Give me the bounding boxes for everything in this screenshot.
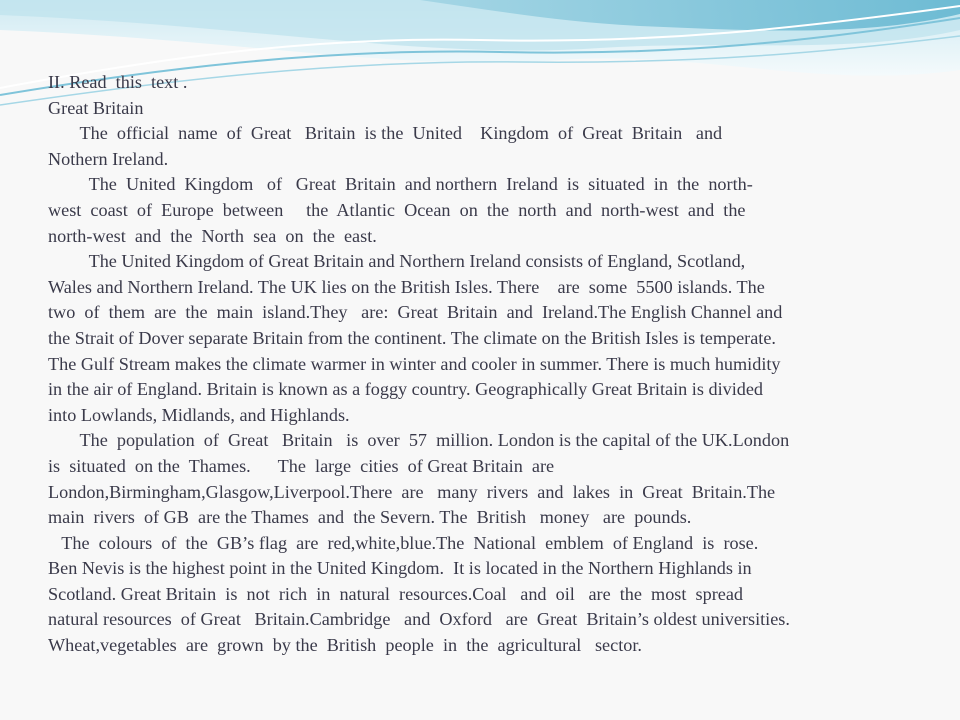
text-line: The United Kingdom of Great Britain and Northern Ireland consists of England, Scotland, — [48, 251, 746, 272]
text-line: in the air of England. Britain is known as a foggy country. Geographically Great Britain is divided — [48, 379, 764, 400]
text-line: The colours of the GB’s flag are red,white,blue.The National emblem of England is rose. — [48, 532, 759, 553]
text-line: is situated on the Thames. The large cities of Great Britain are — [48, 455, 555, 476]
text-line: west coast of Europe between the Atlantic Ocean on the north and north-west and the — [48, 199, 746, 220]
text-title: Great Britain — [48, 97, 144, 118]
text-line: Nothern Ireland. — [48, 148, 169, 169]
text-line: Wales and Northern Ireland. The UK lies on the British Isles. There are some 5500 islands. The — [48, 276, 765, 297]
text-line: north-west and the North sea on the east. — [48, 225, 377, 246]
text-line: natural resources of Great Britain.Cambridge and Oxford are Great Britain’s oldest universities. — [48, 609, 790, 630]
slide-text-body — [48, 70, 918, 659]
text-line: London,Birmingham,Glasgow,Liverpool.There are many rivers and lakes in Great Britain.The — [48, 481, 776, 502]
text-line: The United Kingdom of Great Britain and northern Ireland is situated in the north- — [48, 174, 753, 195]
text-line: The Gulf Stream makes the climate warmer in winter and cooler in summer. There is much humidity — [48, 353, 781, 374]
heading-instruction: II. Read this text . — [48, 72, 188, 92]
text-line: The official name of Great Britain is the United Kingdom of Great Britain and — [48, 123, 723, 144]
text-line: Scotland. Great Britain is not rich in natural resources.Coal and oil are the most spread — [48, 583, 743, 604]
text-line: main rivers of GB are the Thames and the Severn. The British money are pounds. — [48, 507, 692, 528]
text-line: The population of Great Britain is over 57 million. London is the capital of the UK.London — [48, 430, 790, 451]
text-line: into Lowlands, Midlands, and Highlands. — [48, 404, 350, 425]
text-line: Wheat,vegetables are grown by the British people in the agricultural sector. — [48, 635, 642, 656]
text-line: Ben Nevis is the highest point in the United Kingdom. It is located in the Northern Highlands in — [48, 558, 752, 579]
text-line: two of them are the main island.They are: Great Britain and Ireland.The English Channel and — [48, 302, 783, 323]
text-line: the Strait of Dover separate Britain from the continent. The climate on the British Isles is temperate. — [48, 327, 776, 348]
